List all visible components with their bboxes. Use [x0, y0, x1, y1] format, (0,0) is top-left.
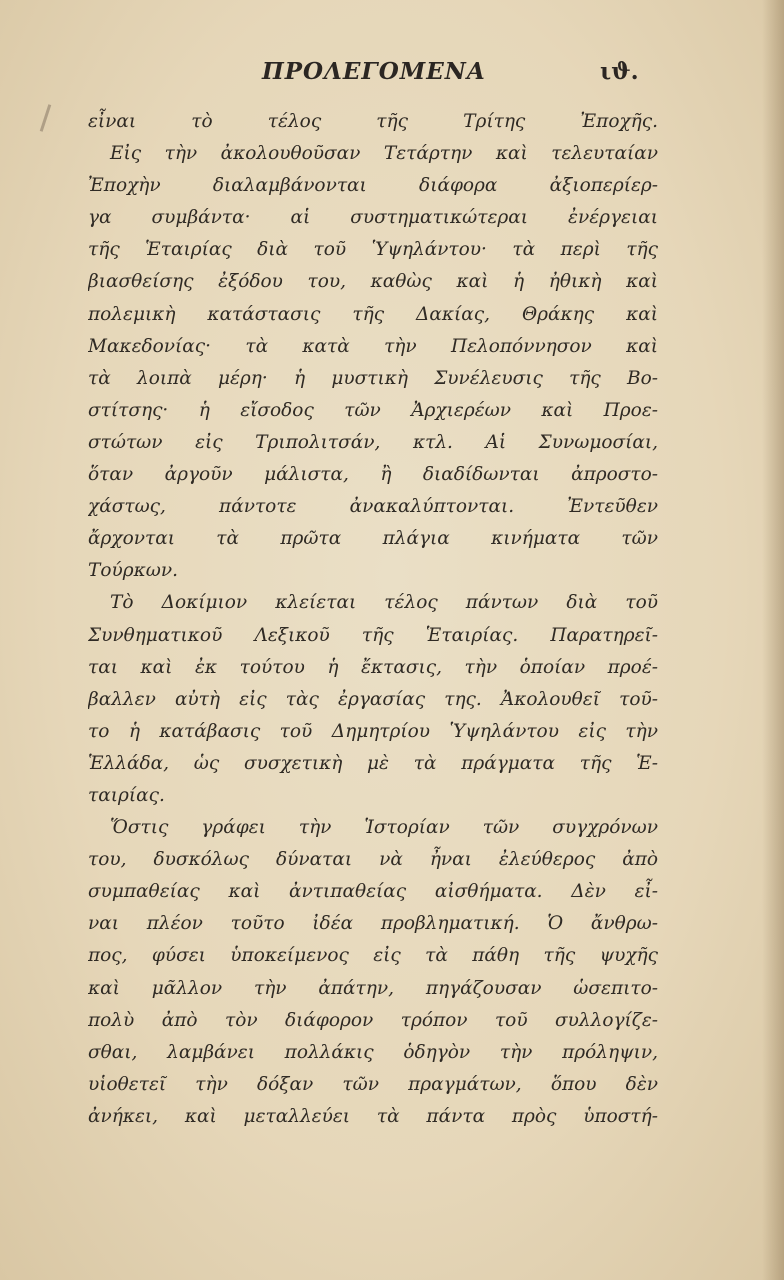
- text-line: καὶ μᾶλλον τὴν ἀπάτην, πηγάζουσαν ὡσεπιτο-: [88, 977, 658, 999]
- text-line: ὅταν ἀργοῦν μάλιστα, ἢ διαδίδωνται ἀπροστο-: [88, 464, 658, 486]
- text-line: Τὸ Δοκίμιον κλείεται τέλος πάντων διὰ τοῦ: [110, 592, 658, 614]
- margin-pencil-mark: [40, 104, 52, 132]
- text-line: ἄρχονται τὰ πρῶτα πλάγια κινήματα τῶν: [88, 528, 658, 550]
- text-line: Τούρκων.: [88, 560, 178, 582]
- text-line: Μακεδονίας· τὰ κατὰ τὴν Πελοπόννησον καὶ: [88, 335, 658, 357]
- text-line: τὰ λοιπὰ μέρη· ἡ μυστικὴ Συνέλευσις τῆς Βο-: [88, 367, 658, 389]
- text-line: Συνθηματικοῦ Λεξικοῦ τῆς Ἑταιρίας. Παρατηρεῖ-: [88, 624, 658, 646]
- text-line: βιασθείσης ἐξόδου του, καθὼς καὶ ἡ ἠθικὴ καὶ: [88, 271, 658, 293]
- text-line: Εἰς τὴν ἀκολουθοῦσαν Τετάρτην καὶ τελευταίαν: [110, 143, 658, 165]
- text-line: Ὅστις γράφει τὴν Ἱστορίαν τῶν συγχρόνων: [110, 817, 658, 839]
- text-line: σθαι, λαμβάνει πολλάκις ὁδηγὸν τὴν πρόληψιν,: [88, 1041, 658, 1063]
- text-line: στίτσης· ἡ εἴσοδος τῶν Ἀρχιερέων καὶ Προε-: [88, 399, 658, 421]
- running-title: ΠΡΟΛΕΓΟΜΕΝΑ: [262, 58, 486, 85]
- body-text: [88, 106, 658, 1133]
- text-line: ἀνήκει, καὶ μεταλλεύει τὰ πάντα πρὸς ὑποστή-: [88, 1105, 658, 1127]
- text-line: γα συμβάντα· αἱ συστηματικώτεραι ἐνέργειαι: [88, 207, 658, 229]
- text-line: υἱοθετεῖ τὴν δόξαν τῶν πραγμάτων, ὅπου δὲν: [88, 1073, 658, 1095]
- page-header: [0, 58, 784, 94]
- text-line: χάστως, πάντοτε ἀνακαλύπτονται. Ἐντεῦθεν: [88, 496, 658, 518]
- page-edge-shadow: [762, 0, 784, 1280]
- text-line: τῆς Ἑταιρίας διὰ τοῦ Ὑψηλάντου· τὰ περὶ τῆς: [88, 239, 658, 261]
- text-line: συμπαθείας καὶ ἀντιπαθείας αἰσθήματα. Δὲν εἶ-: [88, 881, 658, 903]
- text-line: βαλλεν αὐτὴ εἰς τὰς ἐργασίας της. Ἀκολουθεῖ τοῦ-: [88, 688, 658, 710]
- text-line: πολὺ ἀπὸ τὸν διάφορον τρόπον τοῦ συλλογίζε-: [88, 1009, 658, 1031]
- text-line: ται καὶ ἐκ τούτου ἡ ἔκτασις, τὴν ὁποίαν προέ-: [88, 656, 658, 678]
- text-line: Ἐποχὴν διαλαμβάνονται διάφορα ἀξιοπερίερ-: [88, 175, 658, 197]
- text-line: στώτων εἰς Τριπολιτσάν, κτλ. Αἱ Συνωμοσίαι,: [88, 431, 658, 453]
- text-line: του, δυσκόλως δύναται νὰ ἦναι ἐλεύθερος ἀπὸ: [88, 849, 658, 871]
- text-line: εἶναι τὸ τέλος τῆς Τρίτης Ἐποχῆς.: [88, 111, 658, 132]
- text-line: το ἡ κατάβασις τοῦ Δημητρίου Ὑψηλάντου εἰς τὴν: [88, 720, 658, 742]
- text-line: πος, φύσει ὑποκείμενος εἰς τὰ πάθη τῆς ψυχῆς: [88, 945, 658, 967]
- text-line: πολεμικὴ κατάστασις τῆς Δακίας, Θράκης καὶ: [88, 303, 658, 325]
- text-line: ταιρίας.: [88, 784, 165, 806]
- text-line: ναι πλέον τοῦτο ἰδέα προβληματική. Ὁ ἄνθρω-: [88, 913, 658, 935]
- page-number: ιϑ.: [600, 58, 639, 85]
- text-line: Ἑλλάδα, ὡς συσχετικὴ μὲ τὰ πράγματα τῆς Ἑ-: [88, 752, 658, 774]
